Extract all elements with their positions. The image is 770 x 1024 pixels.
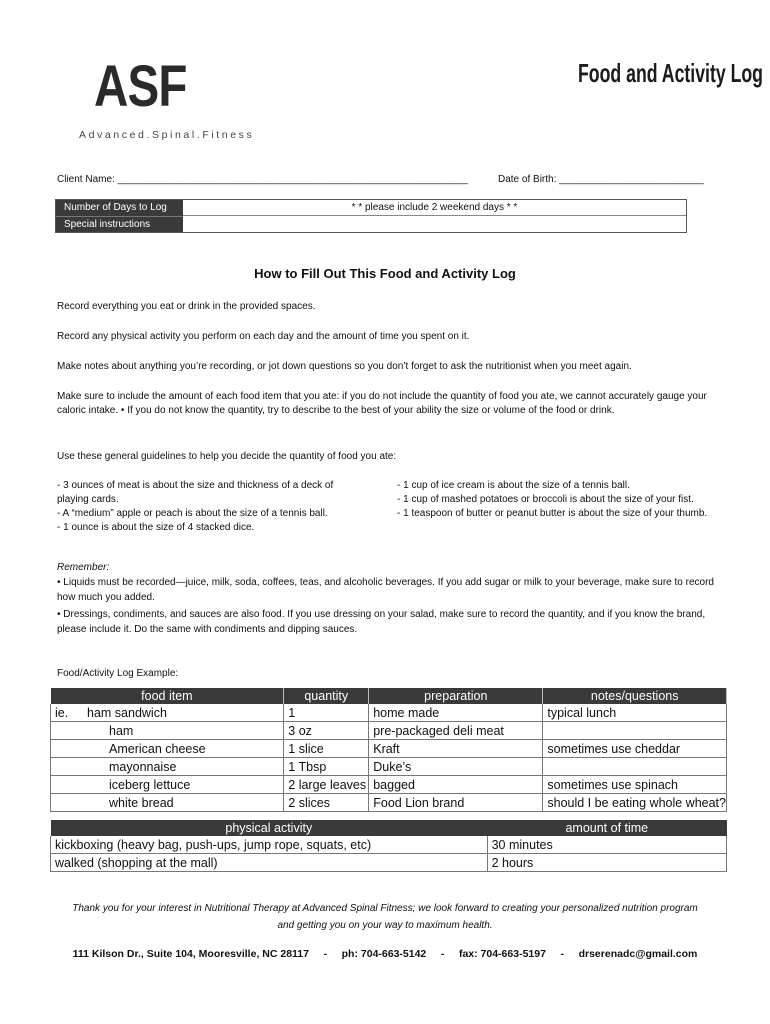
activity-cell: kickboxing (heavy bag, push-ups, jump rope, squats, etc) bbox=[51, 836, 488, 854]
logo-subtitle: Advanced.Spinal.Fitness bbox=[79, 129, 255, 141]
thank-you-line: Thank you for your interest in Nutritional Therapy at Advanced Spinal Fitness; we look forward to creating your personalized nutrition program bbox=[72, 903, 698, 914]
guidelines-left bbox=[57, 479, 357, 535]
weekend-note: * * please include 2 weekend days * * bbox=[351, 202, 518, 213]
table-row bbox=[51, 836, 727, 854]
preparation-cell: Duke’s bbox=[369, 758, 543, 776]
food-item-cell bbox=[51, 758, 284, 776]
preparation-cell: home made bbox=[369, 704, 543, 722]
food-item-cell bbox=[51, 722, 284, 740]
dob-label: Date of Birth: bbox=[498, 174, 557, 185]
special-instructions-label: Special instructions bbox=[56, 216, 183, 232]
notes-cell: sometimes use cheddar bbox=[543, 740, 727, 758]
footer-contact: 111 Kilson Dr., Suite 104, Mooresville, NC 28117 - ph: 704-663-5142 - fax: 704-663-5197 - drserenadc@gmail.com bbox=[72, 948, 698, 960]
remember-item: • Dressings, condiments, and sauces are also food. If you use dressing on your salad, make sure to record the quantity, and if you know the brand, please include it. Do the same with condiments and dipping sauces. bbox=[57, 609, 706, 635]
row-prefix: ie. bbox=[55, 705, 69, 720]
table-row bbox=[51, 758, 727, 776]
guideline-item: - 1 cup of mashed potatoes or broccoli is about the size of your fist. bbox=[397, 494, 694, 505]
time-cell: 30 minutes bbox=[487, 836, 726, 854]
quantity-cell: 1 slice bbox=[284, 740, 369, 758]
guideline-item: - 1 cup of ice cream is about the size of a tennis ball. bbox=[397, 480, 630, 491]
guideline-item: - 1 ounce is about the size of 4 stacked dice. bbox=[57, 522, 255, 533]
food-item: American cheese bbox=[109, 741, 206, 756]
col-header-preparation: preparation bbox=[369, 688, 543, 704]
client-name-field[interactable]: _______________________________________________________________ bbox=[117, 174, 468, 185]
guidelines-intro-text: Use these general guidelines to help you decide the quantity of food you ate: bbox=[57, 451, 397, 462]
food-log-table bbox=[50, 688, 727, 812]
food-item-cell bbox=[51, 740, 284, 758]
days-box-divider bbox=[183, 215, 686, 216]
remember-label: Remember: bbox=[57, 562, 110, 573]
dob-line bbox=[498, 174, 704, 185]
client-name-line bbox=[57, 174, 468, 185]
notes-cell: sometimes use spinach bbox=[543, 776, 727, 794]
howto-title: How to Fill Out This Food and Activity Log bbox=[254, 266, 516, 281]
client-name-label: Client Name: bbox=[57, 174, 115, 185]
food-item: mayonnaise bbox=[109, 759, 177, 774]
time-cell: 2 hours bbox=[487, 854, 726, 872]
guidelines-intro bbox=[57, 450, 717, 464]
activity-log-table bbox=[50, 820, 727, 872]
activity-cell: walked (shopping at the mall) bbox=[51, 854, 488, 872]
instructions bbox=[57, 300, 717, 418]
col-header-quantity: quantity bbox=[284, 688, 369, 704]
table-row bbox=[51, 704, 727, 722]
quantity-cell: 3 oz bbox=[284, 722, 369, 740]
food-item: iceberg lettuce bbox=[109, 777, 191, 792]
preparation-cell: pre-packaged deli meat bbox=[369, 722, 543, 740]
food-item: ham sandwich bbox=[87, 705, 167, 720]
food-item-cell bbox=[51, 704, 284, 722]
instruction-paragraph: Record everything you eat or drink in the provided spaces. bbox=[57, 301, 316, 312]
table-row bbox=[51, 776, 727, 794]
food-item: ham bbox=[109, 723, 134, 738]
guideline-item: - 3 ounces of meat is about the size and thickness of a deck of playing cards. bbox=[57, 480, 334, 505]
col-header-activity: physical activity bbox=[51, 820, 488, 836]
preparation-cell: bagged bbox=[369, 776, 543, 794]
remember-item: • Liquids must be recorded—juice, milk, soda, coffees, teas, and alcoholic beverages. If you add sugar or milk to your beverage, make sure to record how much you added. bbox=[57, 577, 714, 603]
table-row bbox=[51, 740, 727, 758]
guideline-item: - A “medium” apple or peach is about the size of a tennis ball. bbox=[57, 508, 328, 519]
thank-you-line: and getting you on your way to maximum health. bbox=[277, 920, 493, 931]
guideline-item: - 1 teaspoon of butter or peanut butter is about the size of your thumb. bbox=[397, 508, 708, 519]
col-header-notes: notes/questions bbox=[543, 688, 727, 704]
days-box bbox=[55, 199, 687, 233]
table-row bbox=[51, 854, 727, 872]
days-label: Number of Days to Log bbox=[56, 200, 183, 216]
notes-cell: typical lunch bbox=[543, 704, 727, 722]
col-header-food-item: food item bbox=[51, 688, 284, 704]
quantity-cell: 1 bbox=[284, 704, 369, 722]
logo-brand: ASF bbox=[94, 54, 187, 119]
notes-cell: should I be eating whole wheat? bbox=[543, 794, 727, 812]
remember-section bbox=[57, 561, 717, 637]
activity-table-header bbox=[51, 820, 727, 836]
instruction-paragraph: Make notes about anything you’re recording, or jot down questions so you don’t forget to ask the nutritionist when you meet again. bbox=[57, 361, 632, 372]
food-item-cell bbox=[51, 776, 284, 794]
instruction-paragraph: Make sure to include the amount of each food item that you ate: if you do not include the quantity of food you ate, we cannot accurately gauge your caloric intake. • If you do not know the quantity, try to describe to the best of your ability the size or volume of the food or drink. bbox=[57, 391, 707, 416]
quantity-cell: 2 slices bbox=[284, 794, 369, 812]
notes-cell bbox=[543, 722, 727, 740]
notes-cell bbox=[543, 758, 727, 776]
table-row bbox=[51, 722, 727, 740]
food-table-header bbox=[51, 688, 727, 704]
food-item: white bread bbox=[109, 795, 174, 810]
page-title: Food and Activity Log bbox=[578, 58, 763, 88]
dob-field[interactable]: __________________________ bbox=[559, 174, 704, 185]
instruction-paragraph: Record any physical activity you perform on each day and the amount of time you spent on it. bbox=[57, 331, 470, 342]
quantity-cell: 1 Tbsp bbox=[284, 758, 369, 776]
food-item-cell bbox=[51, 794, 284, 812]
quantity-cell: 2 large leaves bbox=[284, 776, 369, 794]
col-header-time: amount of time bbox=[487, 820, 726, 836]
preparation-cell: Kraft bbox=[369, 740, 543, 758]
example-label: Food/Activity Log Example: bbox=[57, 668, 179, 679]
preparation-cell: Food Lion brand bbox=[369, 794, 543, 812]
table-row bbox=[51, 794, 727, 812]
guidelines-right bbox=[397, 479, 715, 521]
thank-you-note bbox=[0, 900, 770, 934]
